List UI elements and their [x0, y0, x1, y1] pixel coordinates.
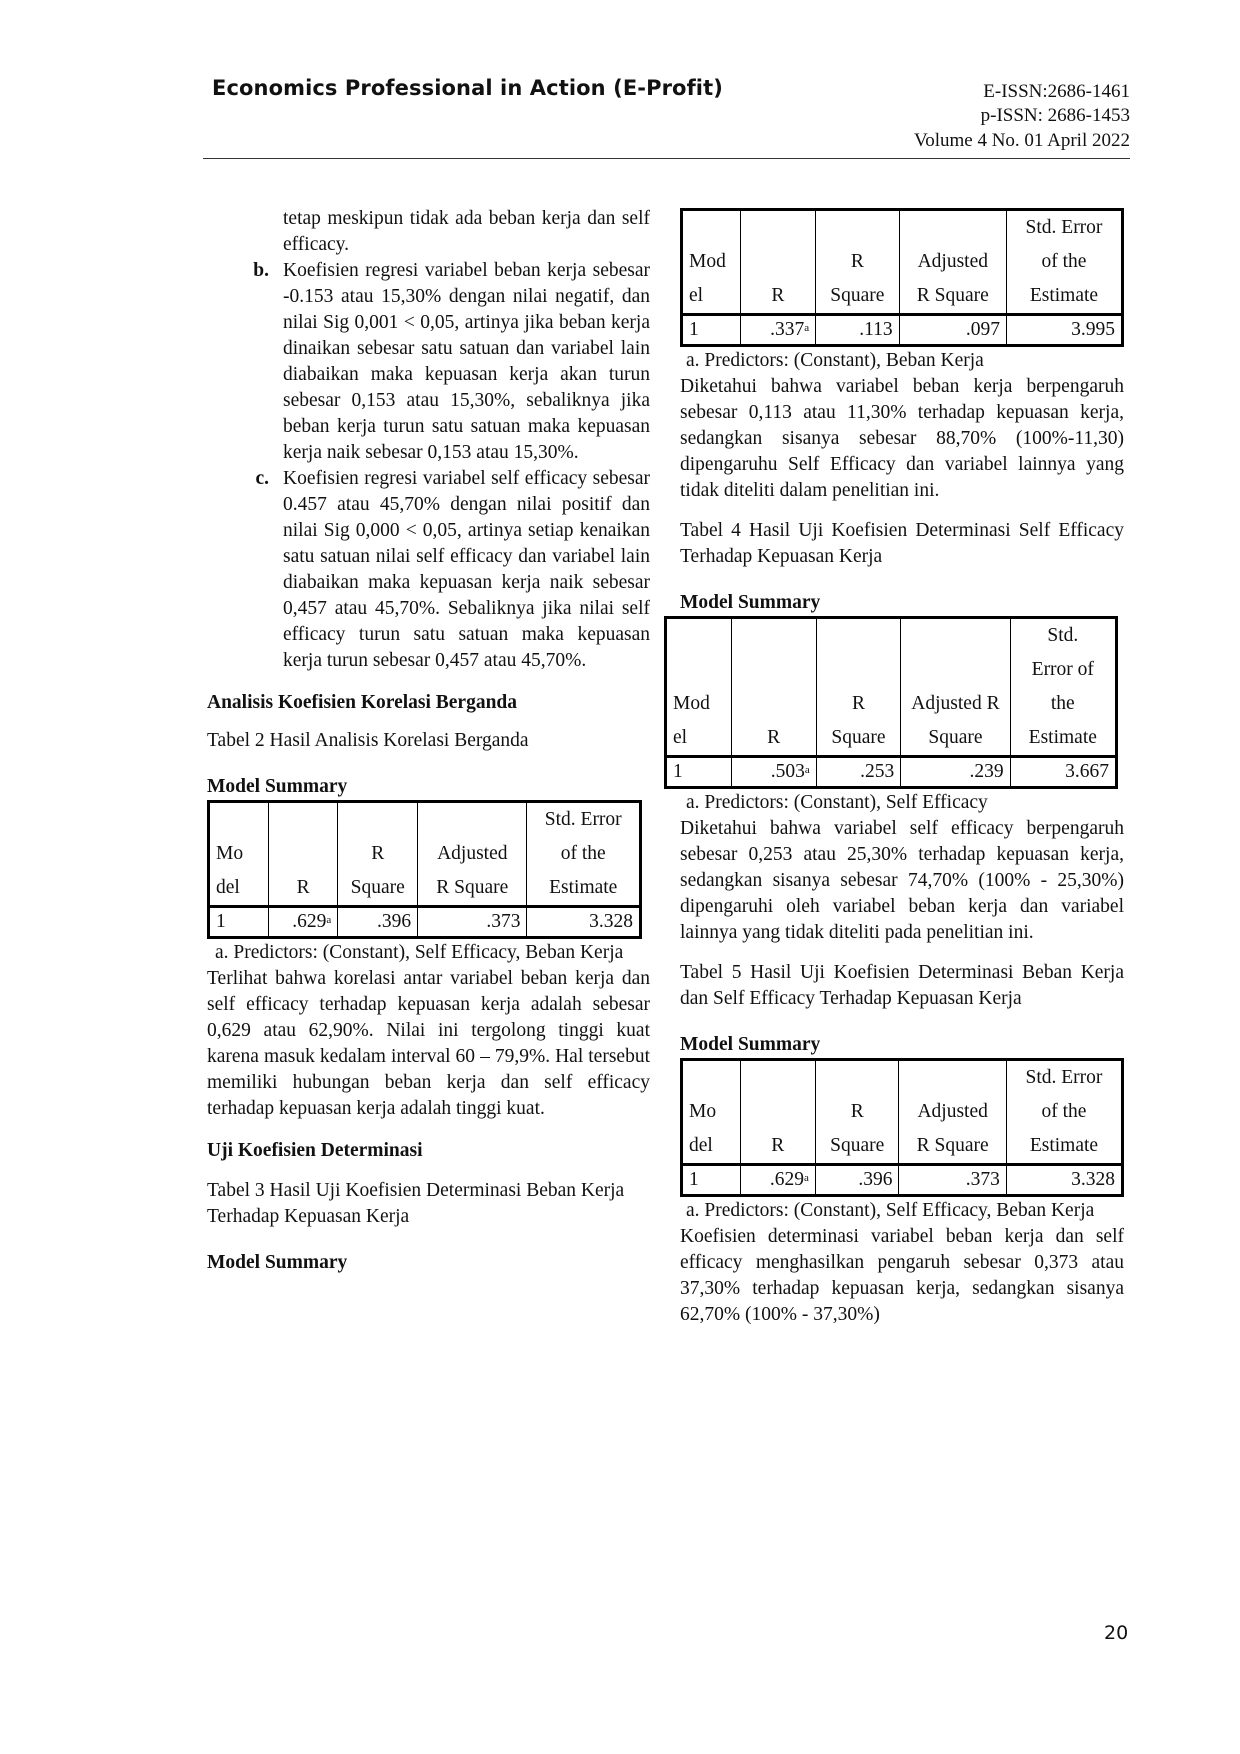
header-cell: Estimate [1006, 279, 1122, 315]
header-cell: R [740, 1129, 815, 1165]
data-cell: .503$^a$ [731, 757, 816, 788]
list-item-c [207, 466, 650, 674]
header-cell: R [740, 279, 815, 315]
header-cell: of the [1006, 1095, 1122, 1129]
list-text: Koefisien regresi variabel beban kerja sebesar -0.153 atau 15,30% dengan nilai negatif, dan nilai Sig 0,001 < 0,05, artinya jika beban kerja dinaikan sebesar satu satuan dan variabel lain diabaikan maka kepuasan kerja akan turun sebesar 0,153 atau 15,30%, sebaliknya jika beban kerja turun satu satuan maka kepuasan kerja naik sebesar 0,153 atau 15,30%. [283, 260, 650, 463]
header-cell: R Square [899, 279, 1006, 315]
table-note: a. Predictors: (Constant), Self Efficacy, Beban Kerja [686, 1200, 1095, 1221]
data-cell: 3.667 [1010, 757, 1116, 788]
header-cell: Estimate [1006, 1129, 1122, 1165]
table-note: a. Predictors: (Constant), Beban Kerja [686, 350, 984, 371]
section-heading: Uji Koefisien Determinasi [207, 1140, 423, 1161]
data-cell: .239 [901, 757, 1010, 788]
list-item-b [207, 258, 650, 466]
data-cell: .337$^a$ [740, 315, 815, 346]
list-label: b. [253, 260, 269, 281]
left-column [207, 206, 650, 1276]
paragraph: Diketahui bahwa variabel beban kerja berpengaruh sebesar 0,113 atau 11,30% terhadap kepuasan kerja, sedangkan sisanya sebesar 88,70% (100%-11,30) dipengaruhu Self Efficacy dan variabel lainnya yang tidak diteliti dalam penelitian ini. [680, 376, 1124, 501]
header-cell: Square [816, 721, 901, 757]
data-cell: .373 [899, 1165, 1006, 1196]
header-cell: Error of [1010, 653, 1116, 687]
header-cell: el [682, 279, 741, 315]
header-cell: Square [816, 279, 900, 315]
table-row [682, 315, 1123, 346]
header-cell: Adjusted [899, 245, 1006, 279]
header-cell: R [338, 837, 418, 871]
data-cell: 3.995 [1006, 315, 1122, 346]
pissn: p-ISSN: 2686-1453 [980, 105, 1130, 126]
model-summary-table [664, 616, 1118, 789]
section-heading: Analisis Koefisien Korelasi Berganda [207, 692, 518, 713]
data-cell: 1 [682, 1165, 741, 1196]
header-rule [203, 158, 1130, 159]
right-column [673, 208, 1124, 1328]
header-cell: Std. [1010, 618, 1116, 654]
header-cell: Mod [666, 687, 732, 721]
header-cell: Adjusted R [901, 687, 1010, 721]
data-cell: 1 [666, 757, 732, 788]
table-caption: Tabel 5 Hasil Uji Koefisien Determinasi Beban Kerja dan Self Efficacy Terhadap Kepuasan Kerja [680, 962, 1124, 1009]
header-cell: the [1010, 687, 1116, 721]
table-note: a. Predictors: (Constant), Self Efficacy [686, 792, 988, 813]
list-text: Koefisien regresi variabel self efficacy sebesar 0.457 atau 45,70% dengan nilai positif dan nilai Sig 0,000 < 0,05, artinya setiap kenaikan satu satuan nilai self efficacy dan variabel lain diabaikan maka kepuasan kerja naik sebesar 0,457 atau 45,70%. Sebaliknya jika nilai self efficacy turun satu satuan maka kepuasan kerja turun sebesar 0,457 atau 45,70%. [283, 468, 650, 671]
data-cell: .373 [418, 907, 527, 938]
header-cell: el [666, 721, 732, 757]
header-cell: Square [338, 871, 418, 907]
data-cell: .629$^a$ [740, 1165, 815, 1196]
data-cell: 3.328 [527, 907, 641, 938]
header-cell: R [816, 687, 901, 721]
list-label: c. [255, 468, 269, 489]
header-cell: Std. Error [1006, 1060, 1122, 1096]
header-cell: Mod [682, 245, 741, 279]
header-cell: Std. Error [1006, 210, 1122, 246]
table-title: Model Summary [680, 1034, 821, 1055]
table-title: Model Summary [207, 1252, 348, 1273]
header-cell: R Square [899, 1129, 1006, 1165]
header-cell: R [731, 721, 816, 757]
header-cell: Std. Error [527, 802, 641, 838]
page-number: 20 [1104, 1622, 1129, 1644]
paragraph: Diketahui bahwa variabel self efficacy berpengaruh sebesar 0,253 atau 25,30% terhadap kepuasan kerja, sedangkan sisanya sebesar 74,70% (100% - 25,30%) dipengaruhi oleh variabel beban kerja dan variabel lainnya yang tidak diteliti pada penelitian ini. [680, 818, 1124, 943]
data-cell: .097 [899, 315, 1006, 346]
header-cell: Adjusted [418, 837, 527, 871]
header-cell: Estimate [1010, 721, 1116, 757]
data-cell: .396 [338, 907, 418, 938]
header-cell: R [815, 1095, 899, 1129]
data-cell: 1 [209, 907, 269, 938]
table-row [209, 907, 641, 938]
header-cell: R [816, 245, 900, 279]
data-cell: 1 [682, 315, 741, 346]
model-summary-table [680, 1058, 1124, 1197]
header-cell: del [682, 1129, 741, 1165]
header-cell: of the [527, 837, 641, 871]
header-cell: Mo [682, 1095, 741, 1129]
eissn: E-ISSN:2686-1461 [983, 81, 1130, 102]
paragraph: Koefisien determinasi variabel beban kerja dan self efficacy menghasilkan pengaruh sebesar 0,373 atau 37,30% terhadap kepuasan kerja, sedangkan sisanya 62,70% (100% - 37,30%) [680, 1226, 1124, 1325]
header-cell: R [268, 871, 337, 907]
paragraph: Terlihat bahwa korelasi antar variabel beban kerja dan self efficacy terhadap kepuasan kerja adalah sebesar 0,629 atau 62,90%. Nilai ini tergolong tinggi kuat karena masuk kedalam interval 60 – 79,9%. Hal tersebut memiliki hubungan beban kerja dan self efficacy terhadap kepuasan kerja adalah tinggi kuat. [207, 968, 650, 1119]
table-note: a. Predictors: (Constant), Self Efficacy, Beban Kerja [215, 942, 624, 963]
header-cell: Mo [209, 837, 269, 871]
header-cell: Square [901, 721, 1010, 757]
data-cell: .253 [816, 757, 901, 788]
model-summary-table [207, 800, 642, 939]
data-cell: .396 [815, 1165, 899, 1196]
model-summary-table [680, 208, 1124, 347]
header-cell: del [209, 871, 269, 907]
table-caption: Tabel 3 Hasil Uji Koefisien Determinasi Beban Kerja Terhadap Kepuasan Kerja [207, 1180, 625, 1227]
table-row [682, 1165, 1123, 1196]
table-caption: Tabel 2 Hasil Analisis Korelasi Berganda [207, 730, 529, 751]
data-cell: .113 [816, 315, 900, 346]
data-cell: .629$^a$ [268, 907, 337, 938]
table-caption: Tabel 4 Hasil Uji Koefisien Determinasi Self Efficacy Terhadap Kepuasan Kerja [680, 520, 1124, 567]
volume-info: Volume 4 No. 01 April 2022 [913, 130, 1130, 151]
table-row [666, 757, 1117, 788]
header-cell: Adjusted [899, 1095, 1006, 1129]
continuation-text: tetap meskipun tidak ada beban kerja dan self efficacy. [283, 208, 650, 255]
table-title: Model Summary [207, 776, 348, 797]
header-cell: Estimate [527, 871, 641, 907]
header-cell: of the [1006, 245, 1122, 279]
journal-title: Economics Professional in Action (E-Profit) [212, 76, 723, 100]
data-cell: 3.328 [1006, 1165, 1122, 1196]
header-cell: Square [815, 1129, 899, 1165]
table-title: Model Summary [680, 592, 821, 613]
header-cell: R Square [418, 871, 527, 907]
